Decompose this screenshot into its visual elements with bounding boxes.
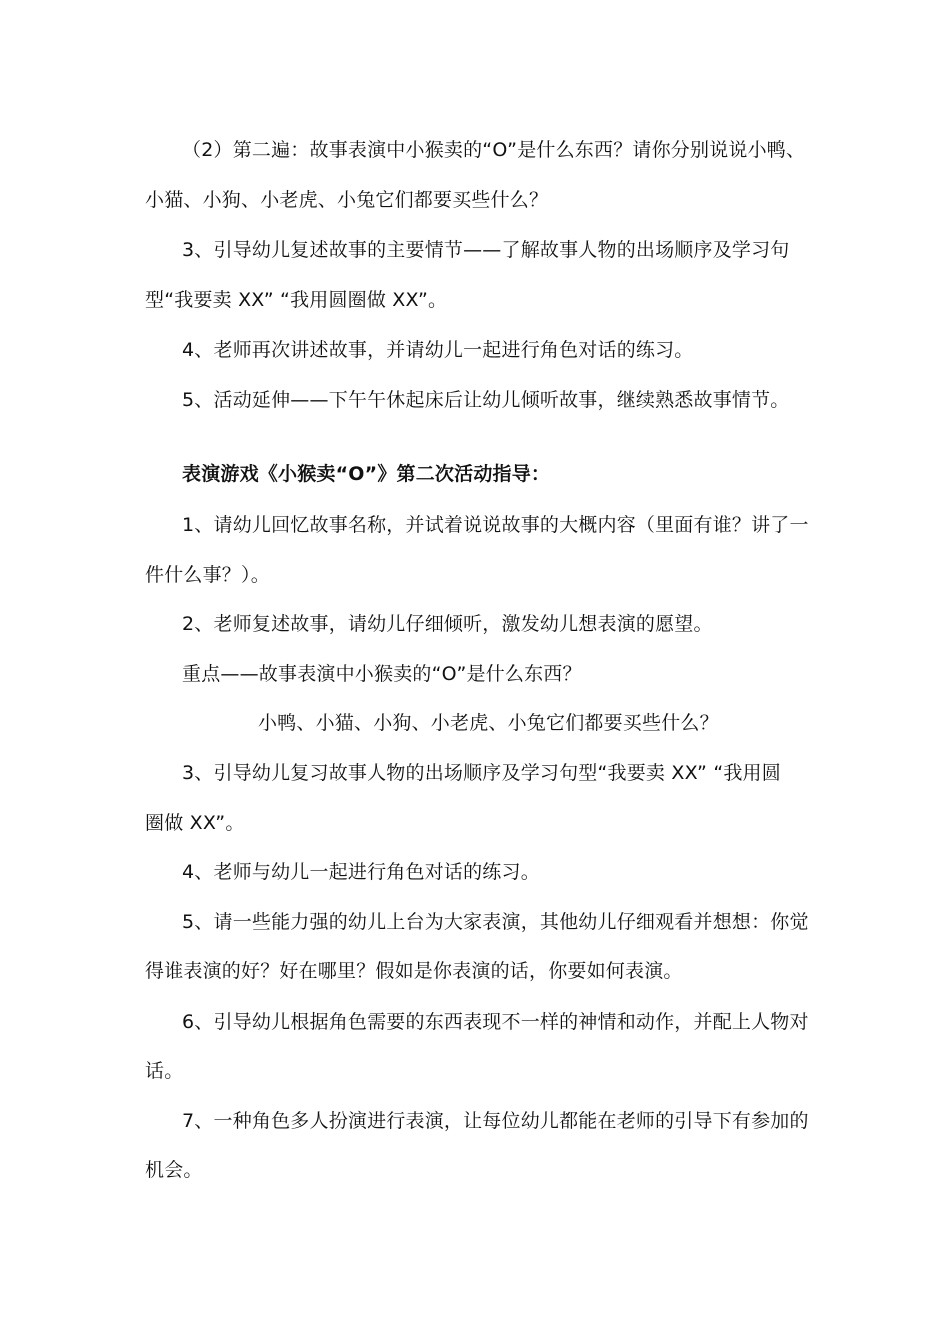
paragraph-guide7-line1: 7、一种角色多人扮演进行表演，让每位幼儿都能在老师的引导下有参加的 <box>182 1110 809 1132</box>
paragraph-guide5-line2: 得谁表演的好？好在哪里？假如是你表演的话，你要如何表演。 <box>145 960 683 982</box>
paragraph-guide4: 4、老师与幼儿一起进行角色对话的练习。 <box>182 861 540 883</box>
paragraph-step5: 5、活动延伸——下午午休起床后让幼儿倾听故事，继续熟悉故事情节。 <box>182 389 790 411</box>
paragraph-key-point-question: 小鸭、小猫、小狗、小老虎、小兔它们都要买些什么？ <box>258 712 719 734</box>
paragraph-guide5-line1: 5、请一些能力强的幼儿上台为大家表演，其他幼儿仔细观看并想想：你觉 <box>182 911 809 933</box>
paragraph-step3-line2: 型“我要卖 XX” “我用圆圈做 XX”。 <box>145 289 448 311</box>
section-heading: 表演游戏《小猴卖“O”》第二次活动指导： <box>182 463 551 485</box>
paragraph-guide1-line1: 1、请幼儿回忆故事名称，并试着说说故事的大概内容（里面有谁？讲了一 <box>182 514 809 536</box>
paragraph-second-pass-line1: （2）第二遍：故事表演中小猴卖的“O”是什么东西？请你分别说说小鸭、 <box>182 139 806 161</box>
paragraph-step4: 4、老师再次讲述故事，并请幼儿一起进行角色对话的练习。 <box>182 339 694 361</box>
paragraph-guide3-line1: 3、引导幼儿复习故事人物的出场顺序及学习句型“我要卖 XX” “我用圆 <box>182 762 781 784</box>
paragraph-step3-line1: 3、引导幼儿复述故事的主要情节——了解故事人物的出场顺序及学习句 <box>182 239 790 261</box>
paragraph-guide3-line2: 圈做 XX”。 <box>145 812 245 834</box>
paragraph-guide2: 2、老师复述故事，请幼儿仔细倾听，激发幼儿想表演的愿望。 <box>182 613 713 635</box>
paragraph-guide7-line2: 机会。 <box>145 1159 203 1181</box>
paragraph-guide6-line2: 话。 <box>145 1060 184 1082</box>
paragraph-guide1-line2: 件什么事？）。 <box>145 564 270 586</box>
paragraph-guide6-line1: 6、引导幼儿根据角色需要的东西表现不一样的神情和动作，并配上人物对 <box>182 1011 809 1033</box>
paragraph-key-point: 重点——故事表演中小猴卖的“O”是什么东西？ <box>182 663 582 685</box>
paragraph-second-pass-line2: 小猫、小狗、小老虎、小兔它们都要买些什么？ <box>145 189 549 211</box>
